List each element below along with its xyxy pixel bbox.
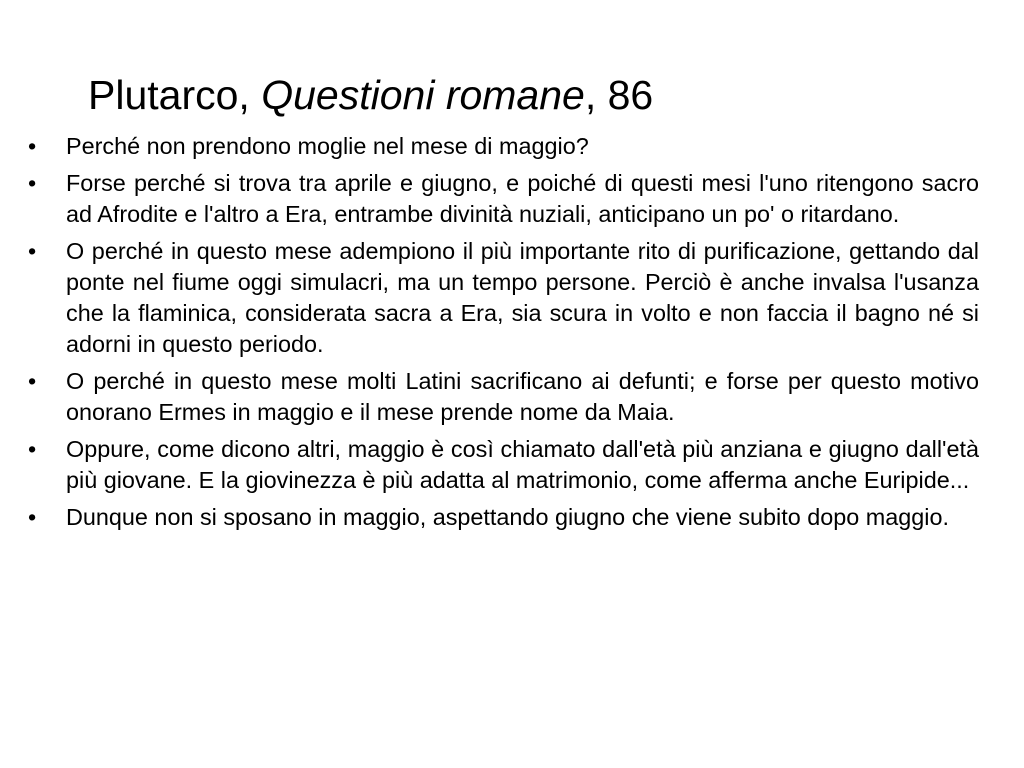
bullet-text: Forse perché si trova tra aprile e giugno, e poiché di questi mesi l'uno ritengono sacro ad Afrodite e l'altro a Era, entrambe divinità nuziali, anticipano un po' o ritardano. [66, 170, 979, 227]
slide-title [88, 68, 653, 122]
bullet-marker: • [28, 133, 37, 159]
bullet-marker: • [28, 170, 37, 196]
bullet-item-2 [28, 168, 979, 230]
title-work: Questioni romane [261, 72, 585, 118]
bullet-item-4 [28, 366, 979, 428]
bullet-marker: • [28, 238, 37, 264]
bullet-item-5 [28, 434, 979, 496]
bullet-marker: • [28, 504, 37, 530]
bullet-list [28, 131, 979, 539]
bullet-item-6 [28, 502, 979, 533]
bullet-text: O perché in questo mese adempiono il più importante rito di purificazione, gettando dal ponte nel fiume oggi simulacri, ma un tempo persone. Perciò è anche invalsa l'usanza che la flaminica, considerata sacra a Era, sia scura in volto e non faccia il bagno né si adorni in questo periodo. [66, 238, 979, 357]
bullet-text: Perché non prendono moglie nel mese di maggio? [66, 133, 589, 159]
bullet-text: O perché in questo mese molti Latini sacrificano ai defunti; e forse per questo motivo onorano Ermes in maggio e il mese prende nome da Maia. [66, 368, 979, 425]
bullet-item-1 [28, 131, 979, 162]
bullet-text: Dunque non si sposano in maggio, aspettando giugno che viene subito dopo maggio. [66, 504, 949, 530]
bullet-marker: • [28, 368, 37, 394]
title-section: , 86 [584, 72, 654, 118]
bullet-item-3 [28, 236, 979, 360]
bullet-text: Oppure, come dicono altri, maggio è così chiamato dall'età più anziana e giugno dall'età più giovane. E la giovinezza è più adatta al matrimonio, come afferma anche Euripide... [66, 436, 979, 493]
bullet-marker: • [28, 436, 37, 462]
title-author: Plutarco, [88, 72, 250, 118]
